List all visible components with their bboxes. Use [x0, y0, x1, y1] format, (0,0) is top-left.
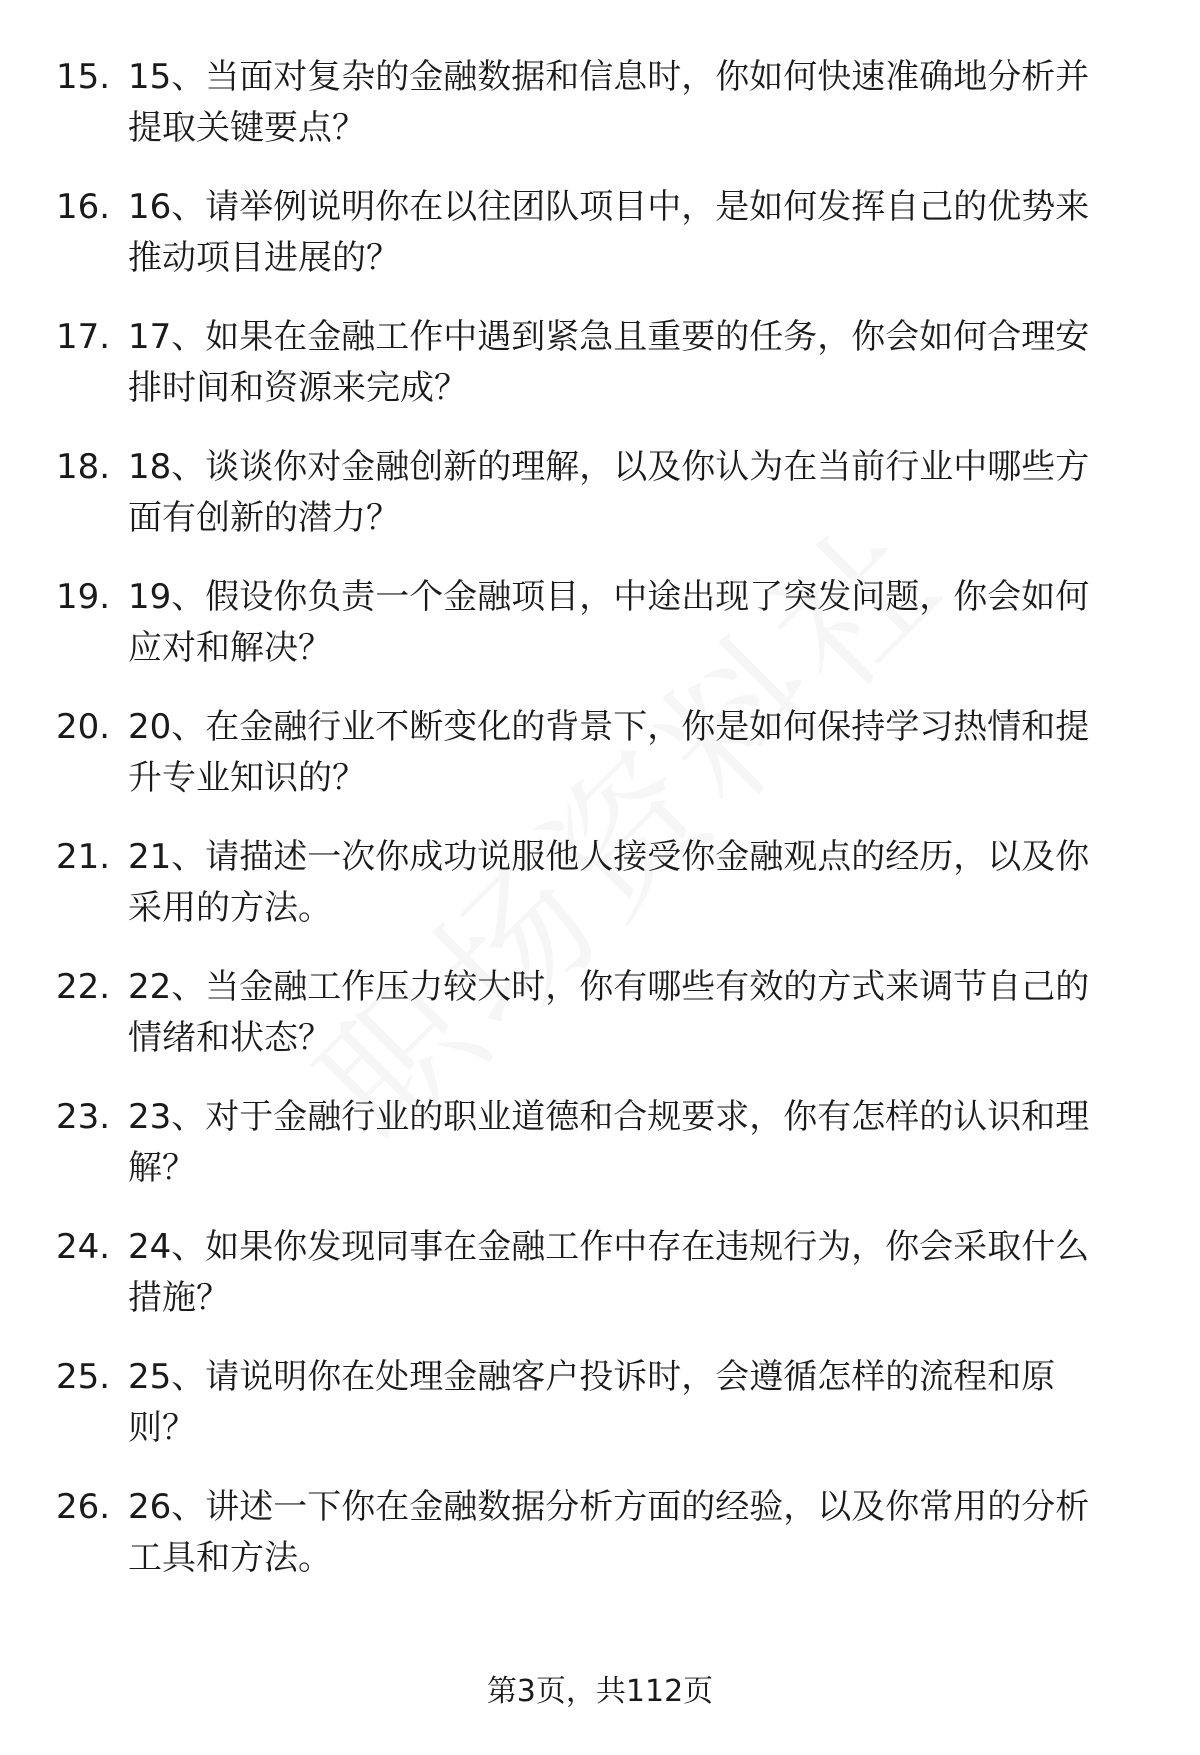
item-number: 18.: [56, 447, 111, 487]
item-text: 18、谈谈你对金融创新的理解，以及你认为在当前行业中哪些方 面有创新的潜力？: [128, 447, 1090, 538]
item-number: 19.: [56, 577, 111, 617]
list-item: [0, 1352, 1200, 1482]
item-number: 26.: [56, 1487, 111, 1527]
page-footer: 第3页，共112页: [486, 1674, 714, 1709]
list-item: [0, 1222, 1200, 1352]
list-item: [0, 702, 1200, 832]
list-item: [0, 442, 1200, 572]
list-item: [0, 52, 1200, 182]
item-text: 20、在金融行业不断变化的背景下，你是如何保持学习热情和提 升专业知识的？: [128, 707, 1090, 798]
question-list: [0, 52, 1200, 1612]
item-number: 25.: [56, 1357, 111, 1397]
item-text: 21、请描述一次你成功说服他人接受你金融观点的经历，以及你 采用的方法。: [128, 837, 1090, 928]
list-item: [0, 832, 1200, 962]
item-text: 22、当金融工作压力较大时，你有哪些有效的方式来调节自己的 情绪和状态？: [128, 967, 1090, 1058]
item-number: 17.: [56, 317, 111, 357]
list-item: [0, 1092, 1200, 1222]
list-item: [0, 572, 1200, 702]
item-number: 20.: [56, 707, 111, 747]
item-number: 16.: [56, 187, 111, 227]
list-item: [0, 1482, 1200, 1612]
item-number: 24.: [56, 1227, 111, 1267]
item-text: 16、请举例说明你在以往团队项目中，是如何发挥自己的优势来 推动项目进展的？: [128, 187, 1090, 278]
list-item: [0, 312, 1200, 442]
item-number: 22.: [56, 967, 111, 1007]
item-text: 19、假设你负责一个金融项目，中途出现了突发问题，你会如何 应对和解决？: [128, 577, 1090, 668]
item-number: 23.: [56, 1097, 111, 1137]
list-item: [0, 962, 1200, 1092]
item-text: 24、如果你发现同事在金融工作中存在违规行为，你会采取什么 措施？: [128, 1227, 1090, 1318]
item-text: 25、请说明你在处理金融客户投诉时，会遵循怎样的流程和原 则？: [128, 1357, 1056, 1448]
item-text: 26、讲述一下你在金融数据分析方面的经验，以及你常用的分析 工具和方法。: [128, 1487, 1090, 1578]
item-number: 15.: [56, 57, 111, 97]
item-text: 17、如果在金融工作中遇到紧急且重要的任务，你会如何合理安 排时间和资源来完成？: [128, 317, 1090, 408]
item-text: 15、当面对复杂的金融数据和信息时，你如何快速准确地分析并 提取关键要点？: [128, 57, 1090, 148]
item-text: 23、对于金融行业的职业道德和合规要求，你有怎样的认识和理 解？: [128, 1097, 1090, 1188]
list-item: [0, 182, 1200, 312]
item-number: 21.: [56, 837, 111, 877]
